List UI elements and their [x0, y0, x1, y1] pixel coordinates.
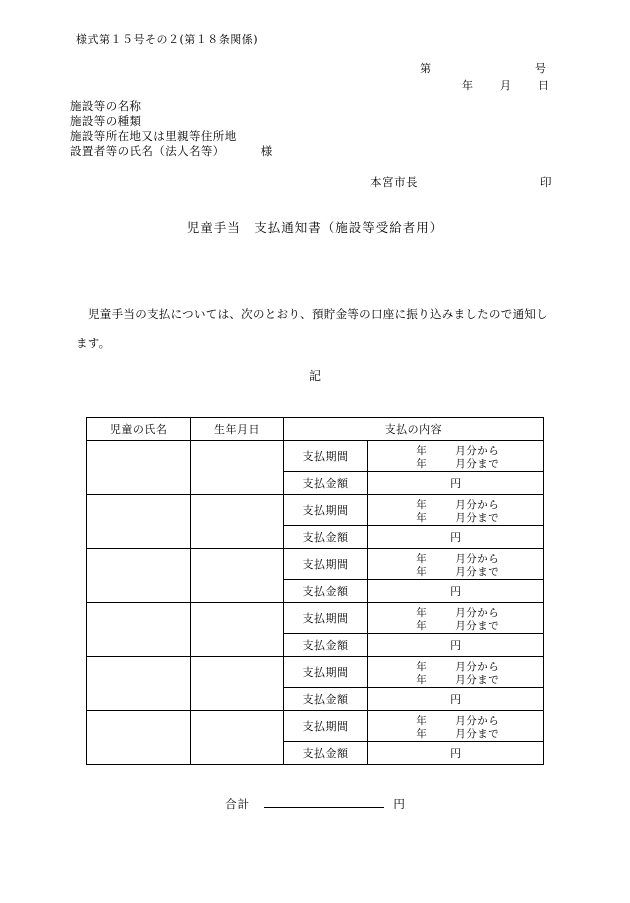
payment-table [86, 417, 544, 765]
label-payment-period: 支払期間 [283, 495, 367, 526]
cell-payment-amount[interactable] [368, 688, 544, 711]
amount-unit: 円 [450, 477, 462, 490]
cell-birth-date[interactable] [191, 549, 283, 603]
label-payment-period: 支払期間 [283, 441, 367, 472]
issuer-block [370, 174, 552, 190]
issuer-name: 本宮市長 [370, 175, 418, 189]
period-to-line [416, 456, 499, 471]
total-amount-field[interactable] [264, 793, 384, 808]
amount-unit: 円 [450, 531, 462, 544]
cell-birth-date[interactable] [191, 657, 283, 711]
page-title: 児童手当 支払通知書（施設等受給者用） [186, 220, 444, 235]
period-to-line [416, 726, 499, 741]
period-to-year: 年 [416, 458, 428, 470]
period-to-month: 月分まで [455, 728, 500, 740]
amount-unit: 円 [450, 747, 462, 760]
cell-birth-date[interactable] [191, 441, 283, 495]
period-to-year: 年 [416, 728, 428, 740]
period-from-month: 月分から [455, 607, 500, 619]
period-from-year: 年 [416, 607, 428, 619]
header-child-name: 児童の氏名 [87, 418, 191, 441]
cell-child-name[interactable] [87, 441, 191, 495]
label-payment-amount: 支払金額 [283, 688, 367, 711]
table-row [87, 711, 544, 742]
period-from-month: 月分から [455, 499, 500, 511]
total-unit: 円 [393, 797, 405, 811]
period-from-year: 年 [416, 661, 428, 673]
label-payment-period: 支払期間 [283, 603, 367, 634]
label-payment-amount: 支払金額 [283, 580, 367, 603]
addressee-line-4-text: 設置者等の氏名（法人名等） [70, 144, 225, 158]
label-payment-amount: 支払金額 [283, 742, 367, 765]
payment-table-body [87, 441, 544, 765]
table-header-row [87, 418, 544, 441]
period-to-line [416, 510, 499, 525]
header-birth-date: 生年月日 [191, 418, 283, 441]
cell-birth-date[interactable] [191, 495, 283, 549]
addressee-line-4 [70, 144, 273, 159]
cell-payment-period[interactable] [368, 549, 544, 580]
table-row [87, 441, 544, 472]
period-from-year: 年 [416, 553, 428, 565]
addressee-block [70, 99, 273, 159]
period-to-line [416, 618, 499, 633]
amount-unit: 円 [450, 585, 462, 598]
total-label: 合計 [225, 797, 251, 811]
cell-payment-amount[interactable] [368, 634, 544, 657]
date-day-label: 日 [538, 79, 549, 92]
period-to-line [416, 672, 499, 687]
period-to-month: 月分まで [455, 674, 500, 686]
ki-marker: 記 [308, 369, 321, 383]
cell-payment-period[interactable] [368, 711, 544, 742]
addressee-line-1: 施設等の名称 [70, 99, 142, 113]
date-year-label: 年 [462, 79, 473, 92]
cell-payment-period[interactable] [368, 603, 544, 634]
period-to-month: 月分まで [455, 620, 500, 632]
label-payment-period: 支払期間 [283, 711, 367, 742]
cell-child-name[interactable] [87, 495, 191, 549]
form-code: 様式第１５号その２(第１８条関係) [76, 33, 259, 46]
cell-birth-date[interactable] [191, 711, 283, 765]
total-row [0, 793, 630, 812]
cell-payment-period[interactable] [368, 657, 544, 688]
period-to-month: 月分まで [455, 458, 500, 470]
addressee-line-2: 施設等の種類 [70, 114, 142, 128]
document-number-prefix: 第 [420, 62, 431, 75]
cell-birth-date[interactable] [191, 603, 283, 657]
addressee-honorific: 様 [260, 144, 273, 158]
cell-payment-amount[interactable] [368, 526, 544, 549]
period-from-month: 月分から [455, 553, 500, 565]
cell-payment-amount[interactable] [368, 472, 544, 495]
table-row [87, 549, 544, 580]
table-row [87, 603, 544, 634]
payment-table-head [87, 418, 544, 441]
table-row [87, 657, 544, 688]
body-paragraph [76, 300, 556, 358]
period-from-year: 年 [416, 499, 428, 511]
cell-payment-amount[interactable] [368, 742, 544, 765]
table-row [87, 495, 544, 526]
period-to-month: 月分まで [455, 566, 500, 578]
period-to-line [416, 564, 499, 579]
cell-payment-amount[interactable] [368, 580, 544, 603]
period-from-year: 年 [416, 445, 428, 457]
cell-child-name[interactable] [87, 711, 191, 765]
header-payment-content: 支払の内容 [283, 418, 543, 441]
period-to-month: 月分まで [455, 512, 500, 524]
body-paragraph-text: 児童手当の支払については、次のとおり、預貯金等の口座に振り込みましたので通知します。 [76, 307, 548, 350]
period-to-year: 年 [416, 512, 428, 524]
cell-payment-period[interactable] [368, 441, 544, 472]
amount-unit: 円 [450, 639, 462, 652]
period-to-year: 年 [416, 674, 428, 686]
period-from-month: 月分から [455, 445, 500, 457]
period-to-year: 年 [416, 566, 428, 578]
period-from-year: 年 [416, 715, 428, 727]
cell-child-name[interactable] [87, 549, 191, 603]
seal-icon: 印 [540, 175, 552, 189]
amount-unit: 円 [450, 693, 462, 706]
cell-payment-period[interactable] [368, 495, 544, 526]
cell-child-name[interactable] [87, 603, 191, 657]
label-payment-amount: 支払金額 [283, 634, 367, 657]
document-number-suffix: 号 [535, 62, 546, 75]
addressee-line-3: 施設等所在地又は里親等住所地 [70, 129, 237, 143]
label-payment-amount: 支払金額 [283, 526, 367, 549]
label-payment-period: 支払期間 [283, 657, 367, 688]
period-from-month: 月分から [455, 661, 500, 673]
period-to-year: 年 [416, 620, 428, 632]
period-from-month: 月分から [455, 715, 500, 727]
label-payment-amount: 支払金額 [283, 472, 367, 495]
label-payment-period: 支払期間 [283, 549, 367, 580]
cell-child-name[interactable] [87, 657, 191, 711]
date-month-label: 月 [500, 79, 511, 92]
